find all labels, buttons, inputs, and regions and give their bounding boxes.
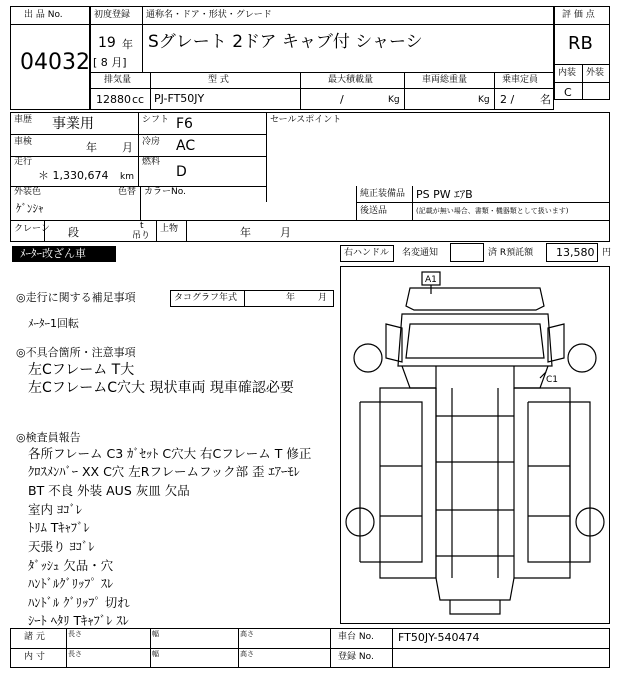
mileage-unit: km [120,172,134,182]
steering: 右ハンドル [344,248,390,258]
exterior-label: 外装 [586,68,605,78]
color-change-label: 色替 [118,187,137,197]
history-label: 車歴 [14,115,33,125]
spec-label: 諸 元 [24,632,45,642]
crane-ton: t [140,221,144,231]
inspector-line: ﾊﾝﾄﾞﾙｸﾞﾘｯﾌﾟ ｽﾚ [28,576,114,591]
ext-color: ｹﾞﾝｼｬ [16,202,44,215]
inner-dims-label: 内 寸 [24,652,45,662]
lot-number: 04032 [20,50,90,75]
mark-a1: A1 [425,275,437,285]
aircon-label: 冷房 [142,137,161,147]
gross-weight-label: 車両総重量 [422,75,468,85]
crane-hook: 吊り [132,231,151,241]
model-name: Sグレート 2ドア キャブ付 シャーシ [148,32,423,52]
interior-grade: C [564,86,572,99]
inspector-line: BT 不良 外装 AUS 灰皿 欠品 [28,483,190,498]
defect-line: 左CフレームC穴大 現状車両 現車確認必要 [28,380,294,396]
inspector-line: ﾄﾘﾑ Tｷｬﾌﾞﾚ [28,520,90,535]
inspector-title: ◎検査員報告 [16,431,81,444]
storage-label: 済 R預託額 [488,248,534,258]
inspector-line: 天張り ﾖｺﾞﾚ [28,539,95,554]
inspector-line: ﾀﾞｯｼｭ 欠品・穴 [28,558,114,573]
height-label: 高さ [240,650,254,658]
lot-label: 出 品 No. [24,10,63,20]
max-load-unit: Kg [388,95,400,105]
inspector-line: ｼｰﾄ ﾍﾀﾘ Tｷｬﾌﾞﾚ ｽﾚ [28,613,129,628]
crane-stage: 段 [68,226,79,239]
max-load: / [340,93,344,106]
displacement-label: 排気量 [104,75,132,85]
displacement-unit: cc [132,93,145,106]
inspector-line: 各所フレーム C3 ｶﾞｾｯﾄ C穴大 右Cフレーム T 修正 [28,446,312,461]
inspector-line: 室内 ﾖｺﾞﾚ [28,502,82,517]
notice-banner: ﾒｰﾀｰ改ざん車 [12,246,116,262]
length-label: 長さ [68,650,82,658]
tacho-month-unit: 月 [318,293,328,303]
max-load-label: 最大積載量 [328,75,374,85]
model-code: PJ-FT50JY [154,92,205,105]
defect-line: 左Cフレーム T大 [28,362,135,378]
reg-year-unit: 年 [122,38,133,51]
inspection-month-unit: 月 [122,141,133,154]
height-label: 高さ [240,630,254,638]
width-label: 幅 [152,630,159,638]
inspector-line: ｸﾛｽﾒﾝﾊﾞｰ XX C穴 左Rフレームフック部 歪 ｴｱｰﾓﾚ [28,464,300,479]
upper-month-unit: 月 [280,226,291,239]
sales-point-label: セールスポイント [270,115,342,125]
displacement: 12880 [96,93,131,106]
name-change-box [450,243,484,262]
chassis-label: 車台 No. [338,632,374,642]
deposit: 13,580 [556,246,595,259]
reg-year: 19 [98,35,116,51]
mileage-label: 走行 [14,157,33,167]
aircon: AC [176,138,196,154]
upper-label: 上物 [160,224,179,234]
first-reg-label: 初度登録 [94,10,131,20]
vehicle-history: 事業用 [52,116,94,132]
chassis-number: FT50JY-540474 [398,631,480,644]
name-label: 通称名・ドア・形状・グレード [146,10,272,20]
truck-diagram [340,266,610,624]
inspector-line: ﾊﾝﾄﾞﾙ ｸﾞﾘｯﾌﾟ 切れ [28,595,130,610]
capacity-unit: 名 [540,93,551,106]
upper-year-unit: 年 [240,226,251,239]
interior-label: 内装 [558,68,577,78]
fuel-label: 燃料 [142,157,161,167]
mark-c1: C1 [546,375,559,385]
supplement-text: ﾒｰﾀｰ1回転 [28,317,79,330]
std-equipment: PS PW ｴｱB [416,188,473,201]
retrofit-label: 後送品 [360,206,388,216]
tacho-label: タコグラフ年式 [174,293,238,303]
tacho-year-unit: 年 [286,293,296,303]
model-code-label: 型 式 [208,75,229,85]
capacity: 2 / [500,93,515,106]
ext-color-label: 外装色 [14,187,42,197]
grade-label: 評 価 点 [562,10,595,20]
defects-title: ◎不具合箇所・注意事項 [16,346,136,359]
std-equipment-label: 純正装備品 [360,189,406,199]
supplement-title: ◎走行に関する補足事項 [16,291,136,304]
inspection-label: 車検 [14,137,33,147]
inspection-year-unit: 年 [86,141,97,154]
gross-weight-unit: Kg [478,95,490,105]
shift-label: シフト [142,115,170,125]
width-label: 幅 [152,650,159,658]
reg-month: [ 8 月] [93,56,127,69]
shift: F6 [176,116,193,132]
length-label: 長さ [68,630,82,638]
deposit-unit: 円 [602,248,612,258]
registration-label: 登録 No. [338,652,374,662]
mileage: ＊ 1,330,674 [38,169,109,182]
fuel: D [176,164,187,180]
overall-grade: RB [568,33,593,54]
retrofit-note: (記載が無い場合、書類・機器類として扱います) [416,207,569,215]
capacity-label: 乗車定員 [502,75,539,85]
crane-label: クレーン [14,224,50,234]
color-code-label: カラーNo. [144,187,186,197]
name-change-label: 名変通知 [402,248,439,258]
